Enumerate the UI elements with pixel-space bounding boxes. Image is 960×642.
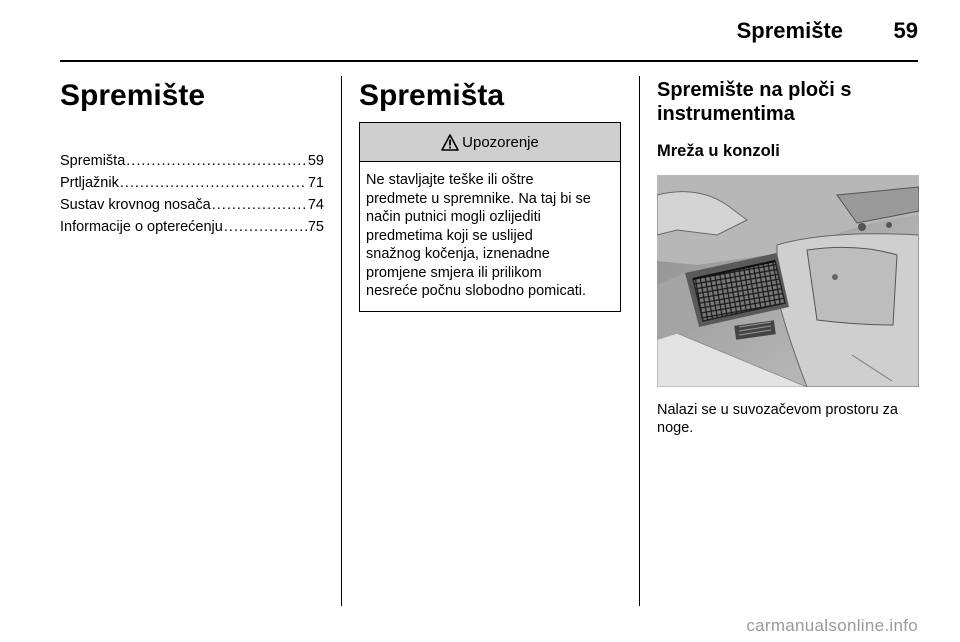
warning-heading: Upozorenje — [462, 133, 539, 151]
photo-caption — [657, 401, 919, 437]
left-column — [60, 78, 324, 238]
warning-line: predmetima koji se uslijed — [366, 227, 533, 244]
column-divider-1 — [341, 76, 342, 606]
subsection-title-line: instrumentima — [657, 103, 795, 125]
warning-line: nesreće počnu slobodno pomicati. — [366, 283, 587, 299]
page-number: 59 — [893, 18, 918, 43]
toc-entry-label: Sustav krovnog nosača — [60, 197, 211, 213]
running-header-title: Spremište — [736, 18, 843, 43]
toc-entry-label: Informacije o opterećenju — [60, 219, 223, 235]
caption-line: noge. — [657, 420, 694, 436]
section-title: Spremišta — [359, 79, 505, 112]
table-of-contents — [60, 150, 324, 238]
warning-line: snažnog kočenja, iznenadne — [366, 246, 550, 262]
toc-leader-dots — [126, 150, 307, 172]
toc-entry[interactable] — [60, 150, 324, 172]
warning-line: način putnici mogli ozlijediti — [366, 209, 541, 225]
toc-leader-dots — [224, 216, 307, 238]
warning-triangle-icon — [441, 134, 459, 151]
warning-box — [359, 122, 621, 312]
toc-leader-dots — [120, 172, 307, 194]
middle-column — [359, 78, 621, 312]
warning-header — [360, 123, 620, 162]
warning-text — [360, 162, 620, 311]
header-rule — [60, 60, 918, 62]
console-net-photo — [657, 175, 919, 387]
toc-leader-dots — [212, 194, 307, 216]
toc-entry-page: 59 — [307, 153, 324, 169]
warning-line: promjene smjera ili prilikom — [366, 264, 542, 281]
column-divider-2 — [639, 76, 640, 606]
toc-entry-label: Prtljažnik — [60, 175, 119, 191]
subsection-title — [657, 78, 919, 126]
toc-entry-page: 71 — [307, 175, 324, 191]
toc-entry-label: Spremišta — [60, 153, 126, 169]
toc-entry-page: 74 — [307, 197, 324, 213]
toc-entry[interactable] — [60, 172, 324, 194]
toc-entry[interactable] — [60, 216, 324, 238]
warning-line: Ne stavljajte teške ili oštre — [366, 172, 534, 188]
warning-line: predmete u spremnike. Na taj bi se — [366, 190, 591, 207]
right-column — [657, 78, 919, 437]
chapter-title: Spremište — [60, 79, 206, 112]
watermark: carmanualsonline.info — [746, 616, 918, 635]
caption-line: Nalazi se u suvozačevom prostoru za — [657, 402, 898, 418]
subsection-title-line: Spremište na ploči s — [657, 79, 852, 101]
topic-heading: Mreža u konzoli — [657, 142, 780, 160]
toc-entry-page: 75 — [307, 219, 324, 235]
toc-entry[interactable] — [60, 194, 324, 216]
